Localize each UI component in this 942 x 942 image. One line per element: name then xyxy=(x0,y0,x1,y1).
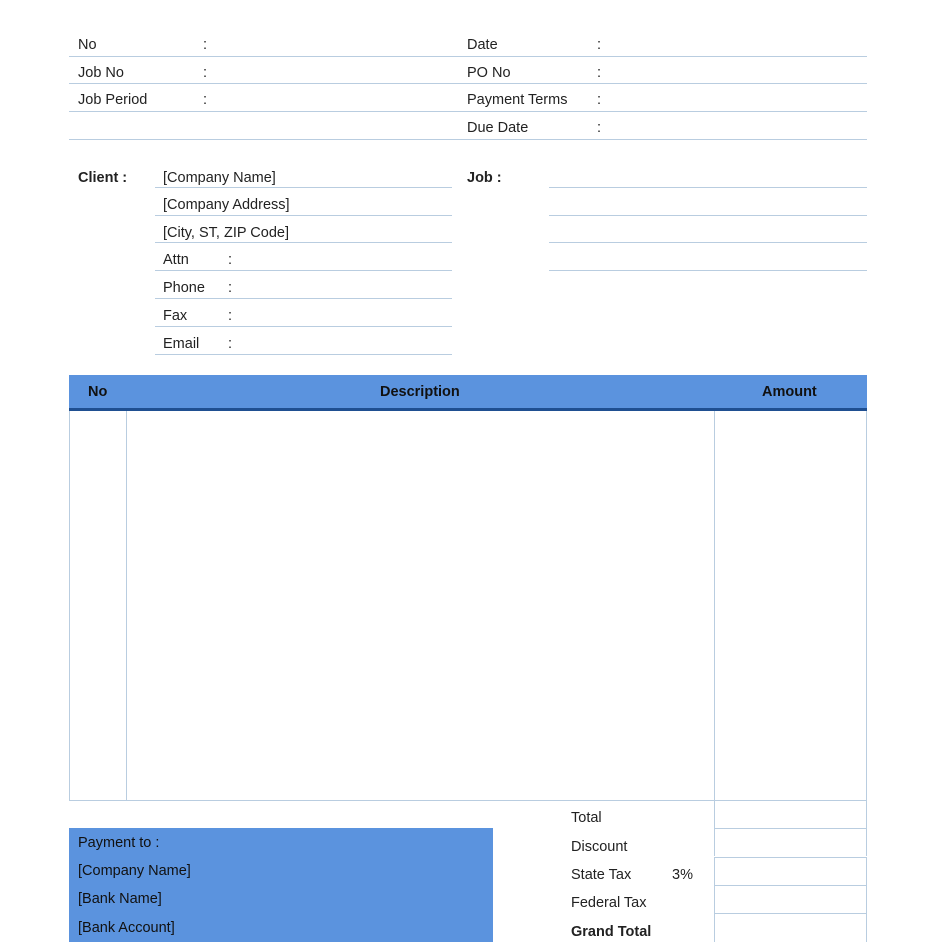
po-no-separator: : xyxy=(597,65,602,81)
date-label: Date xyxy=(467,37,498,53)
table-border-right xyxy=(866,411,867,800)
job-period-label: Job Period xyxy=(78,92,148,108)
state-tax-rate: 3% xyxy=(672,867,693,883)
client-email-separator: : xyxy=(228,336,233,352)
job-rule xyxy=(549,187,867,188)
client-rule xyxy=(155,270,452,271)
client-fax-separator: : xyxy=(228,308,233,324)
client-attn-label: Attn xyxy=(163,252,189,268)
header-rule xyxy=(69,139,867,140)
header-rule xyxy=(69,83,867,84)
job-period-separator: : xyxy=(203,92,208,108)
client-attn-separator: : xyxy=(228,252,233,268)
client-rule xyxy=(155,242,452,243)
payment-terms-separator: : xyxy=(597,92,602,108)
po-no-label: PO No xyxy=(467,65,511,81)
client-rule xyxy=(155,354,452,355)
payment-info-box xyxy=(69,828,493,942)
no-separator: : xyxy=(203,37,208,53)
client-rule xyxy=(155,215,452,216)
job-rule xyxy=(549,242,867,243)
no-label: No xyxy=(78,37,97,53)
client-phone-label: Phone xyxy=(163,280,205,296)
payment-bank-name: [Bank Name] xyxy=(78,891,162,907)
job-no-separator: : xyxy=(203,65,208,81)
items-table-header xyxy=(69,375,867,411)
header-rule xyxy=(69,111,867,112)
grand-total-label: Grand Total xyxy=(571,924,652,940)
client-rule xyxy=(155,326,452,327)
column-header-no: No xyxy=(88,384,108,400)
payment-heading: Payment to : xyxy=(78,835,160,851)
total-label: Total xyxy=(571,810,602,826)
due-date-label: Due Date xyxy=(467,120,529,136)
total-amount-cell xyxy=(714,800,867,828)
state-tax-amount-cell xyxy=(714,857,867,885)
client-fax-label: Fax xyxy=(163,308,188,324)
federal-tax-label: Federal Tax xyxy=(571,895,647,911)
job-no-label: Job No xyxy=(78,65,124,81)
federal-tax-amount-cell xyxy=(714,885,867,913)
column-header-description: Description xyxy=(380,384,460,400)
client-company-name: [Company Name] xyxy=(163,170,276,186)
grand-total-amount-cell xyxy=(714,913,867,942)
table-border-left xyxy=(69,411,70,800)
header-rule xyxy=(69,56,867,57)
job-rule xyxy=(549,215,867,216)
table-divider-no xyxy=(126,411,127,800)
job-heading: Job : xyxy=(467,170,502,186)
client-rule xyxy=(155,298,452,299)
state-tax-label: State Tax xyxy=(571,867,632,883)
client-email-label: Email xyxy=(163,336,200,352)
job-rule xyxy=(549,270,867,271)
due-date-separator: : xyxy=(597,120,602,136)
client-rule xyxy=(155,187,452,188)
column-header-amount: Amount xyxy=(762,384,817,400)
client-city-zip: [City, ST, ZIP Code] xyxy=(163,225,289,241)
discount-label: Discount xyxy=(571,839,628,855)
table-divider-amount xyxy=(714,411,715,800)
client-phone-separator: : xyxy=(228,280,233,296)
discount-amount-cell xyxy=(714,828,867,856)
payment-bank-account: [Bank Account] xyxy=(78,920,175,936)
payment-terms-label: Payment Terms xyxy=(467,92,568,108)
client-company-address: [Company Address] xyxy=(163,197,290,213)
payment-company-name: [Company Name] xyxy=(78,863,191,879)
client-heading: Client : xyxy=(78,170,128,186)
date-separator: : xyxy=(597,37,602,53)
